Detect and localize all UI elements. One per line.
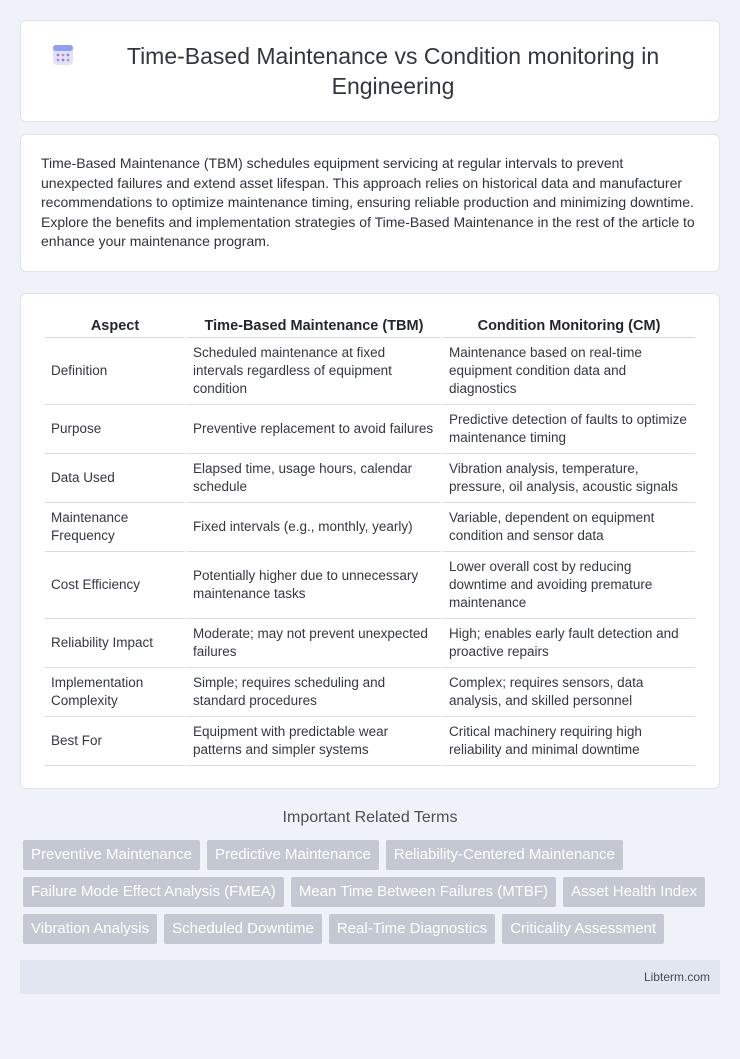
table-cell-tbm: Equipment with predictable wear patterns and simpler systems <box>187 717 441 766</box>
table-cell-cm: Maintenance based on real-time equipment condition data and diagnostics <box>443 338 695 405</box>
intro-paragraph: Time-Based Maintenance (TBM) schedules equipment servicing at regular intervals to prevent unexpected failures and extend asset lifespan. This approach relies on historical data and manufacturer recommendations to optimize maintenance timing, ensuring reliable production and minimizing downtime. Explore the benefits and implementation strategies of Time-Based Maintenance in the rest of the article to enhance your maintenance program. <box>41 155 695 250</box>
table-cell-cm: Lower overall cost by reducing downtime and avoiding premature maintenance <box>443 552 695 619</box>
table-cell-tbm: Preventive replacement to avoid failures <box>187 405 441 454</box>
tag-real-time-diagnostics[interactable]: Real-Time Diagnostics <box>329 914 495 944</box>
related-terms-heading: Important Related Terms <box>282 809 458 826</box>
table-cell-aspect: Reliability Impact <box>45 619 185 668</box>
table-cell-tbm: Moderate; may not prevent unexpected failures <box>187 619 441 668</box>
calculator-grid-icon <box>51 43 75 67</box>
tag-reliability-centered-maintenance[interactable]: Reliability-Centered Maintenance <box>386 840 623 870</box>
tag-scheduled-downtime[interactable]: Scheduled Downtime <box>164 914 322 944</box>
table-row <box>45 405 695 454</box>
table-cell-tbm: Simple; requires scheduling and standard procedures <box>187 668 441 717</box>
table-row <box>45 503 695 552</box>
tag-criticality-assessment[interactable]: Criticality Assessment <box>502 914 664 944</box>
table-header-row <box>45 314 695 338</box>
table-cell-tbm: Fixed intervals (e.g., monthly, yearly) <box>187 503 441 552</box>
table-cell-tbm: Elapsed time, usage hours, calendar schedule <box>187 454 441 503</box>
footer <box>20 960 720 994</box>
table-cell-aspect: Cost Efficiency <box>45 552 185 619</box>
table-row <box>45 454 695 503</box>
table-row <box>45 338 695 405</box>
column-header-aspect: Aspect <box>45 314 185 338</box>
table-row <box>45 552 695 619</box>
table-cell-cm: Variable, dependent on equipment condition and sensor data <box>443 503 695 552</box>
table-cell-tbm: Potentially higher due to unnecessary maintenance tasks <box>187 552 441 619</box>
table-row <box>45 619 695 668</box>
table-row <box>45 668 695 717</box>
title-wrap <box>51 41 689 101</box>
footer-brand-link[interactable]: Libterm.com <box>643 970 710 984</box>
page-title: Time-Based Maintenance vs Condition monitoring in Engineering <box>126 43 660 99</box>
table-cell-aspect: Best For <box>45 717 185 766</box>
table-cell-cm: Vibration analysis, temperature, pressure, oil analysis, acoustic signals <box>443 454 695 503</box>
tag-asset-health-index[interactable]: Asset Health Index <box>563 877 705 907</box>
tag-vibration-analysis[interactable]: Vibration Analysis <box>23 914 157 944</box>
table-cell-tbm: Scheduled maintenance at fixed intervals regardless of equipment condition <box>187 338 441 405</box>
table-cell-aspect: Maintenance Frequency <box>45 503 185 552</box>
table-cell-cm: Critical machinery requiring high reliability and minimal downtime <box>443 717 695 766</box>
table-cell-aspect: Data Used <box>45 454 185 503</box>
tag-preventive-maintenance[interactable]: Preventive Maintenance <box>23 840 200 870</box>
table-cell-aspect: Purpose <box>45 405 185 454</box>
table-row <box>45 717 695 766</box>
table-cell-aspect: Definition <box>45 338 185 405</box>
tag-predictive-maintenance[interactable]: Predictive Maintenance <box>207 840 379 870</box>
column-header-tbm: Time-Based Maintenance (TBM) <box>187 314 441 338</box>
tag-mtbf[interactable]: Mean Time Between Failures (MTBF) <box>291 877 556 907</box>
intro-card <box>20 134 720 272</box>
related-terms-list <box>20 840 720 951</box>
table-cell-cm: Complex; requires sensors, data analysis, and skilled personnel <box>443 668 695 717</box>
column-header-cm: Condition Monitoring (CM) <box>443 314 695 338</box>
table-cell-cm: High; enables early fault detection and proactive repairs <box>443 619 695 668</box>
comparison-table <box>43 314 697 766</box>
tag-fmea[interactable]: Failure Mode Effect Analysis (FMEA) <box>23 877 284 907</box>
table-cell-aspect: Implementation Complexity <box>45 668 185 717</box>
comparison-card <box>20 293 720 789</box>
table-cell-cm: Predictive detection of faults to optimize maintenance timing <box>443 405 695 454</box>
header-card <box>20 20 720 122</box>
